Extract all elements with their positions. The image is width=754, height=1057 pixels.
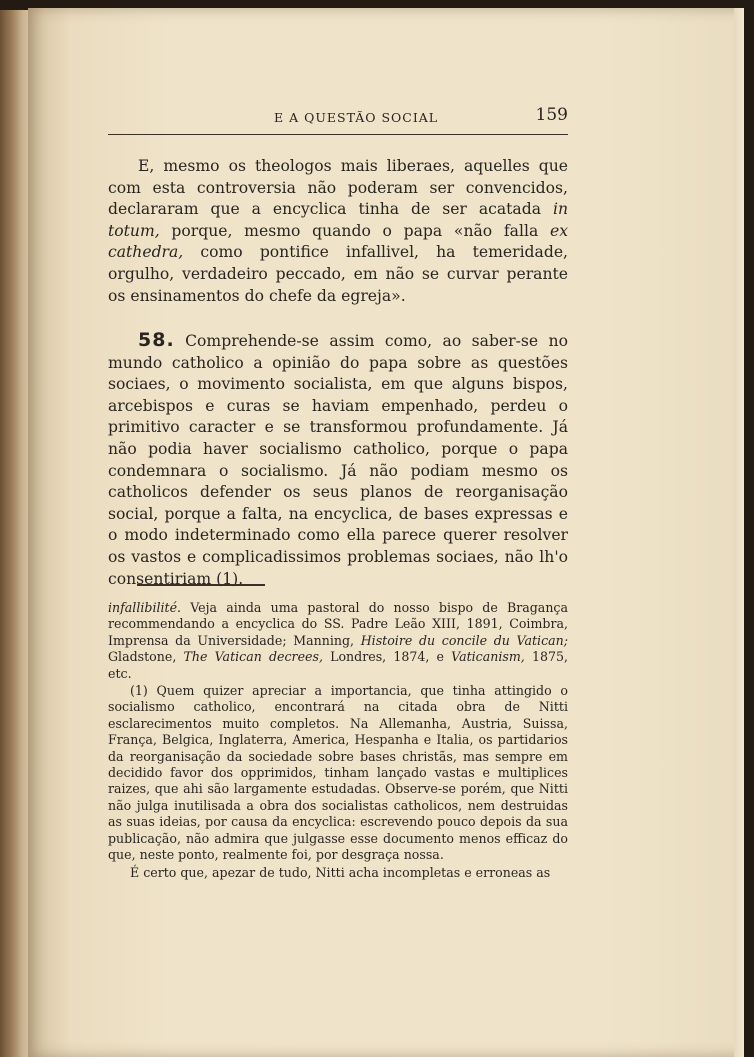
text-run-2: porque, mesmo quando o papa «não falla	[159, 221, 550, 240]
paragraph-2-body: Comprehende-se assim como, ao saber-se no mundo catholico a opinião do papa sobre as questões sociaes, o movimento socialista, em que alguns bispos, arcebispos e curas se haviam empenhado, perdeu o primitivo caracter e se transformou profundamente. Já não podia haver socialismo catholico, porque o papa condemnara o socialismo. Já não podiam mesmo os catholicos defender os seus planos de reorganisação social, porque a falta, na encyclica, de bases expressas e o modo indeterminado como ella parece querer resolver os vastos e complicadissimos problemas sociaes, não lh'o consentiriam (1).	[108, 332, 568, 588]
footnote-continuation	[108, 600, 568, 682]
text-run-7: 1875, etc.	[108, 649, 569, 681]
text-run-3: Gladstone,	[108, 649, 184, 665]
page-edge	[734, 8, 744, 1057]
running-title: E A QUESTÃO SOCIAL	[274, 110, 439, 125]
italic-run-2: Histoire du concile du Vatican;	[360, 632, 568, 648]
text-run-0: E, mesmo os theologos mais liberaes, aquelles que com esta controversia não poderam ser convencidos, declararam que a encyclica tinha de ser acatada	[108, 157, 568, 219]
section-number: 58.	[138, 329, 175, 351]
italic-run-3: ex cathedra,	[108, 221, 568, 262]
text-run-4: como pontifice infallivel, ha temeridade, orgulho, verdadeiro peccado, em não se curvar perante os ensinamentos do chefe da egreja».	[108, 243, 568, 305]
body-paragraph-1	[108, 156, 568, 307]
text-run-5: Londres, 1874, e	[322, 649, 452, 665]
paragraph-1-text	[108, 156, 568, 307]
paragraph-2-text	[108, 330, 568, 590]
footnote-1: (1) Quem quizer apreciar a importancia, que tinha attingido o socialismo catholico, encontrará na citada obra de Nitti esclarecimentos muito completos. Na Allemanha, Austria, Suissa, França, Belgica, Inglaterra, America, Hespanha e Italia, os partidarios da reorganisação da sociedade sobre bases christãs, mas sempre em decidido favor dos opprimidos, tinham lançado vastas e multiplices raizes, que ahi são largamente estudadas. Observe-se porém, que Nitti não julga inutilisada a obra dos socialistas catholicos, nem destruidas as suas ideias, por causa da encyclica: escrevendo pouco depois da sua publicação, não admira que julgasse esse documento menos efficaz do que, neste ponto, realmente foi, por desgraça nossa.	[108, 683, 568, 863]
footnote-rule	[137, 584, 265, 586]
footnotes	[108, 600, 568, 881]
italic-run-6: Vaticanism,	[451, 649, 525, 665]
text-run-1: Veja ainda uma pastoral do nosso bispo de Bragança recommendando a encyclica do SS. Padre Leão XIII, 1891, Coimbra, Imprensa da Universidade; Manning,	[108, 600, 568, 648]
italic-run-0: infallibilité.	[108, 600, 182, 615]
italic-run-4: The Vatican decrees,	[183, 649, 323, 665]
running-header	[108, 104, 568, 135]
footnote-1-continued: É certo que, apezar de tudo, Nitti acha incompletas e erroneas as	[130, 864, 551, 880]
page-number: 159	[535, 105, 568, 125]
body-paragraph-2	[108, 330, 568, 590]
italic-run-1: in totum,	[108, 200, 568, 240]
